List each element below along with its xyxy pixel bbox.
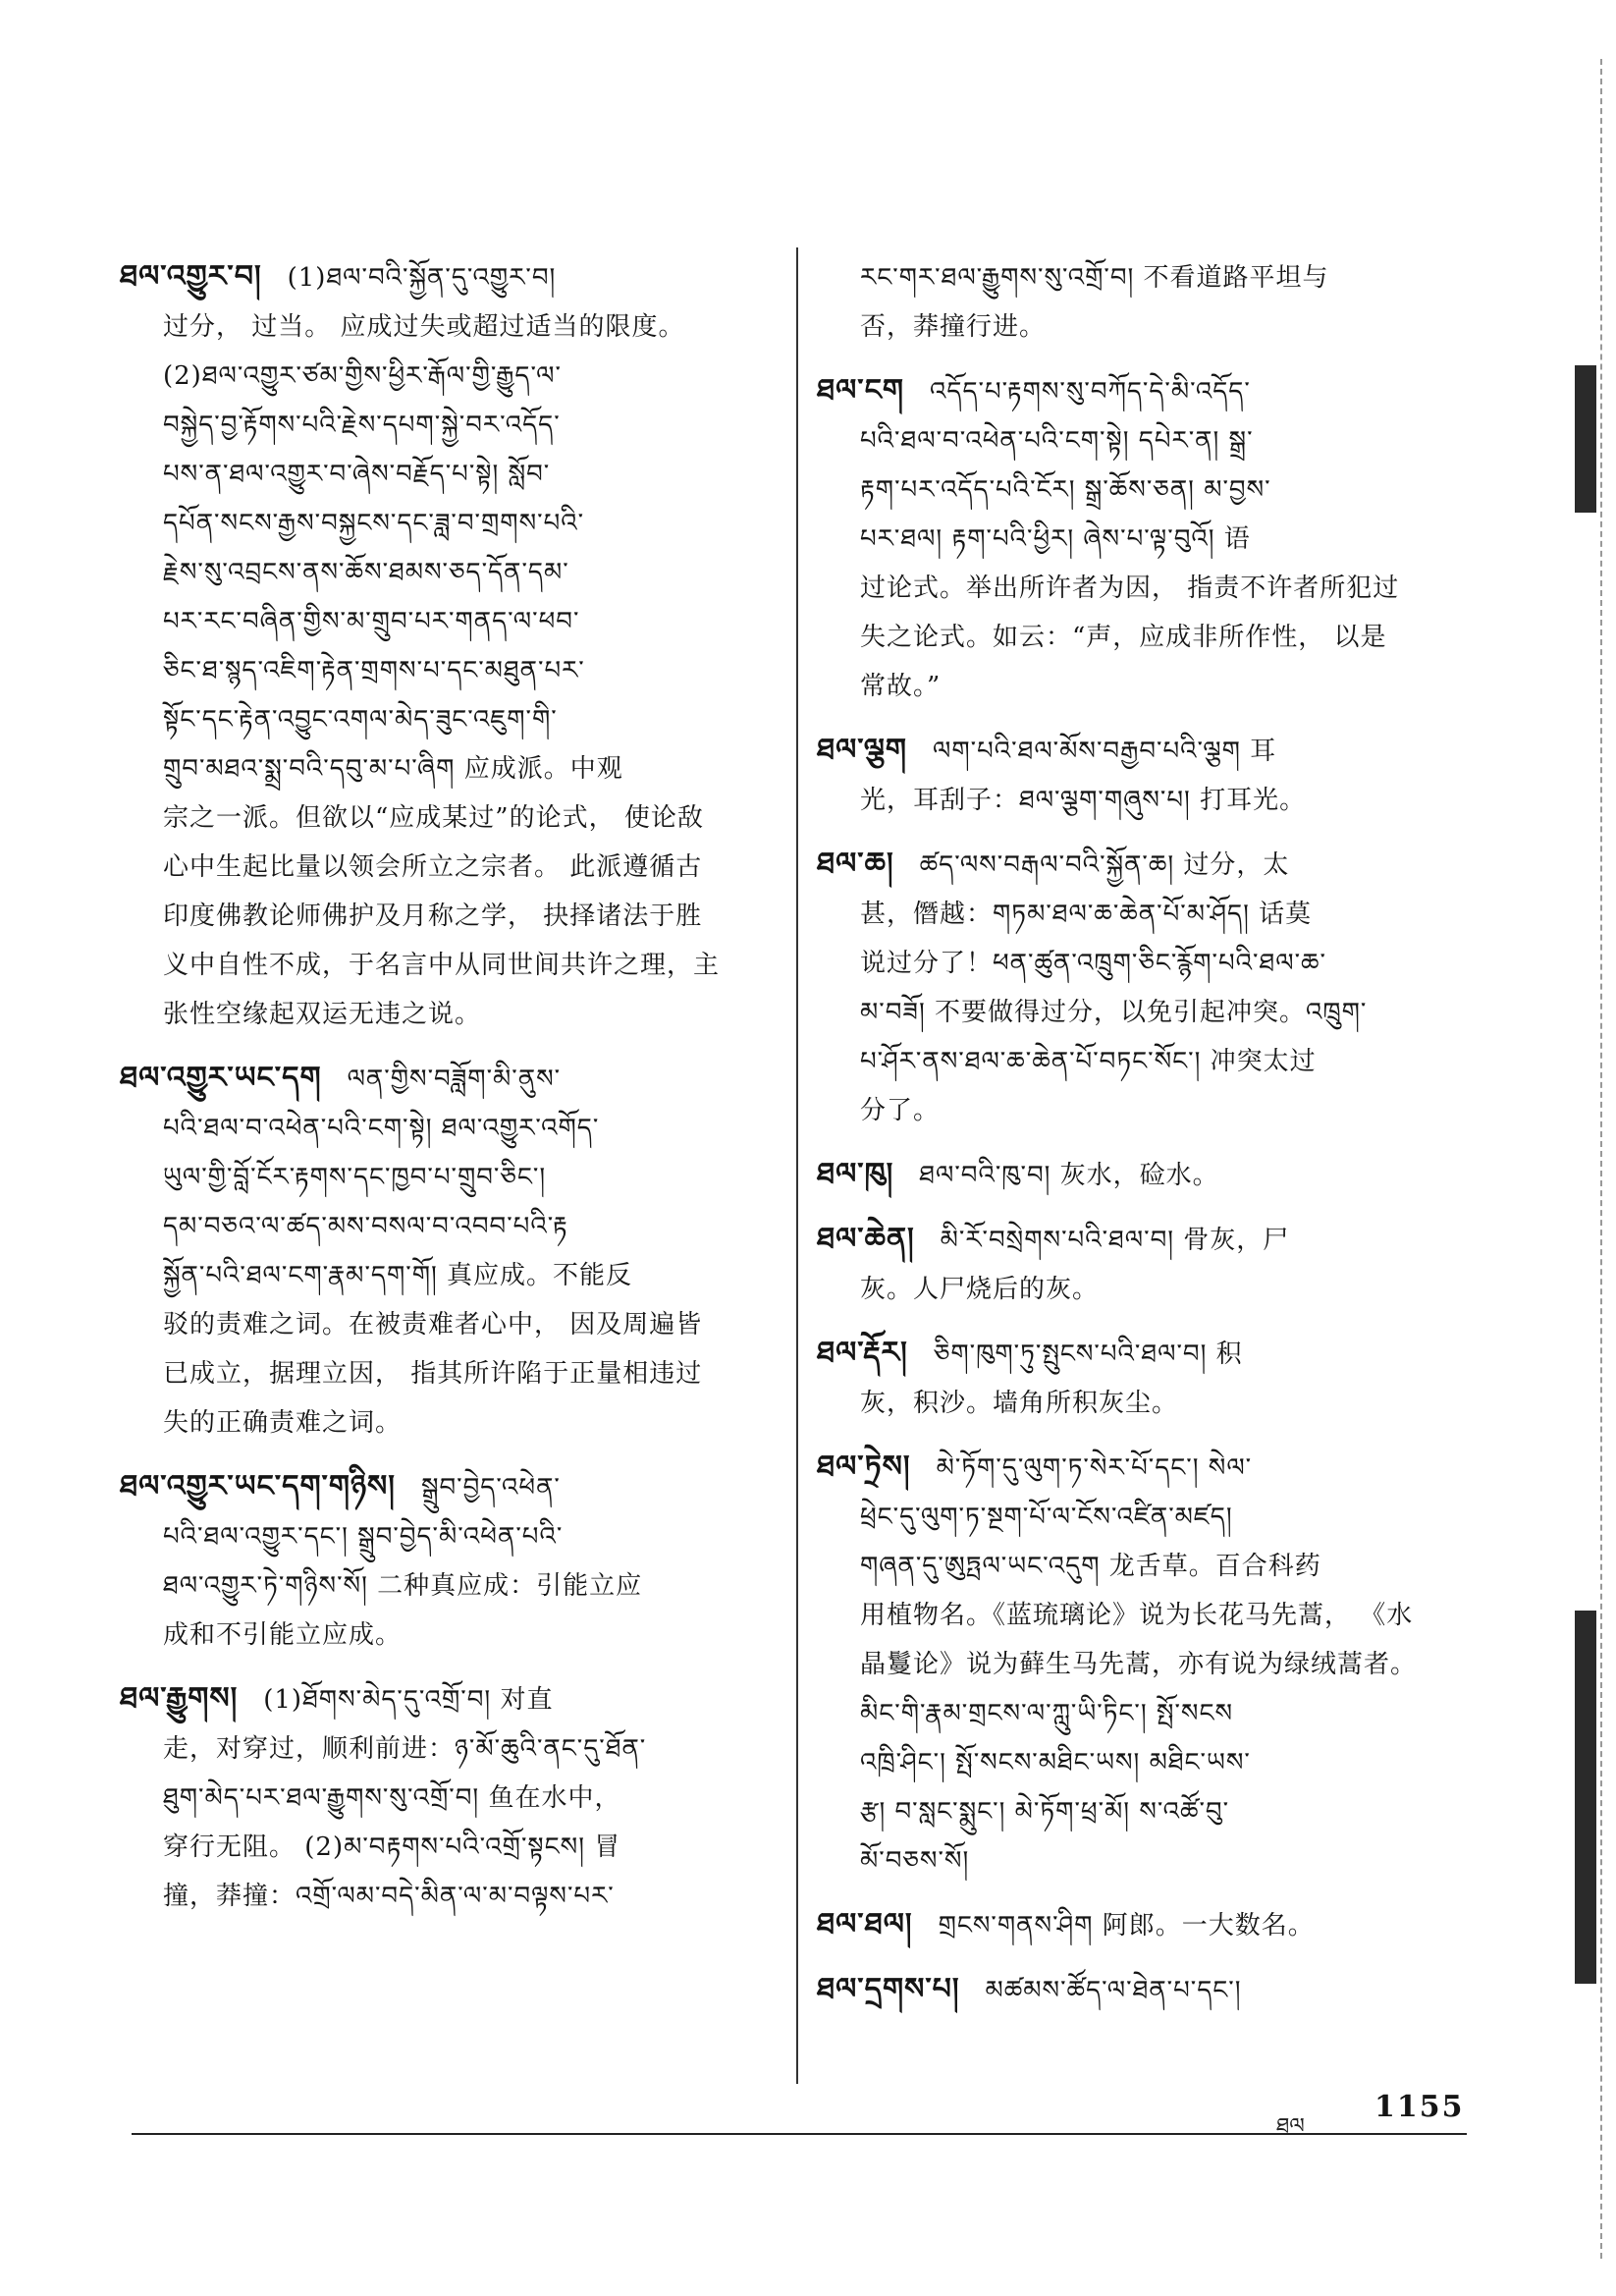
column-divider: [796, 247, 798, 2084]
definition-line: 过论式。举出所许者为因， 指责不许者所犯过: [860, 574, 1400, 603]
dictionary-entry: [817, 841, 1470, 1135]
entry-headword: ཐལ་འགྱུར་ཡང་དག་གཉིས།: [120, 1469, 396, 1503]
dictionary-entry: [120, 1675, 773, 1921]
dictionary-entry: [817, 1330, 1470, 1428]
definition-line: པའི་ཐལ་འགྱུར་དང་། སྒྲུབ་བྱེད་མི་འཕེན་པའི་: [163, 1522, 564, 1552]
definition-line: ཅིང་ཐ་སྙད་འཇིག་རྟེན་གྲགས་པ་དང་མཐུན་པར་: [163, 656, 585, 685]
definition-line: 灰，积沙。墙角所积灰尘。: [860, 1389, 1179, 1418]
definition-line: 否，莽撞行进。: [860, 312, 1047, 342]
entry-headword: ཐལ་རྒྱུགས།: [120, 1681, 239, 1716]
definition-line: མཚམས་ཚོད་ལ་ཐེན་པ་དང་།: [985, 1976, 1242, 2005]
entry-headword: ཐལ་ཏྲེས།: [817, 1449, 911, 1484]
definition-line: 成和不引能立应成。: [163, 1620, 403, 1650]
definition-line: པའི་ཐལ་བ་འཕེན་པའི་ངག་སྟེ། དཔེར་ན། སྒྲ་: [860, 426, 1254, 456]
dictionary-entry: [817, 1444, 1470, 1886]
definition-line: 过分， 过当。 应成过失或超过适当的限度。: [163, 312, 685, 342]
definition-line: 驳的责难之词。在被责难者心中， 因及周遍皆: [163, 1310, 703, 1339]
definition-line: དམ་བཅའ་ལ་ཚད་མས་བསལ་བ་འབབ་པའི་རྟ: [163, 1212, 568, 1241]
definition-line: 用植物名。《蓝琉璃论》说为长花马先蒿， 《水: [860, 1601, 1414, 1630]
definition-line: མོ་བཅས་སོ།: [860, 1846, 970, 1876]
entry-headword: ཐལ་རྡོར།: [817, 1336, 908, 1370]
left-column: [120, 253, 773, 1937]
running-head: ཐལ: [1276, 2114, 1305, 2139]
definition-line: 常故。”: [860, 672, 942, 701]
definition-line: རྟག་པར་འདོད་པའི་ངོར། སྒྲ་ཆོས་ཅན། མ་བྱས་: [860, 475, 1271, 505]
definition-line: སྒྲུབ་བྱེད་འཕེན་: [420, 1473, 561, 1503]
definition-line: པའི་ཐལ་བ་འཕེན་པའི་ངག་སྟེ། ཐལ་འགྱུར་འགོད་: [163, 1114, 600, 1143]
definition-line: པས་ན་ཐལ་འགྱུར་བ་ཞེས་བརྗོད་པ་སྟེ། སློབ་: [163, 460, 551, 489]
dictionary-entry: [120, 253, 773, 1039]
definition-line: མེ་ཏོག་དུ་ལུག་ཏ་སེར་པོ་དང་། སེལ་: [936, 1453, 1253, 1483]
definition-line: སྐྱོན་པའི་ཐལ་ངག་རྣམ་དག་གོ། 真应成。不能反: [163, 1261, 633, 1290]
definition-line: ཐུག་མེད་པར་ཐལ་རྒྱུགས་སུ་འགྲོ་བ། 鱼在水中，: [163, 1783, 621, 1813]
definition-line: རྩ། བ་སླང་སྨུང་། མེ་ཏོག་ཕྲ་མོ། ས་འཚོ་བུ་: [860, 1797, 1230, 1827]
definition-line: བསྐྱེད་བྱ་རྟོགས་པའི་རྗེས་དཔག་སྐྱེ་བར་འདོད་: [163, 410, 561, 440]
thumb-index-mark: [1575, 365, 1596, 513]
definition-line: ལན་གྱིས་བཟློག་མི་ནུས་: [347, 1065, 562, 1094]
definition-line: 印度佛教论师佛护及月称之学， 抉择诸法于胜: [163, 902, 703, 931]
definition-line: 晶鬘论》说为藓生马先蒿，亦有说为绿绒蒿者。: [860, 1650, 1418, 1679]
definition-line: 说过分了！ཕན་ཚུན་འཁྲུག་ཅིང་རྙོག་པའི་ཐལ་ཆ་: [860, 949, 1327, 978]
definition-line: 张性空缘起双运无违之说。: [163, 1000, 482, 1029]
entry-headword: ཐལ་དྲགས་པ།: [817, 1972, 960, 2006]
definition-line: གཞན་དུ་ཨུཏྤལ་ཡང་འདུག 龙舌草。百合科药: [860, 1552, 1321, 1581]
definition-line: རྗེས་སུ་འབྲངས་ནས་ཆོས་ཐམས་ཅད་དོན་དམ་: [163, 558, 569, 587]
definition-line: 已成立，据理立因， 指其所许陷于正量相违过: [163, 1359, 703, 1389]
definition-line: 撞，莽撞：འགྲོ་ལམ་བདེ་མིན་ལ་མ་བལྟས་པར་: [163, 1882, 615, 1911]
dictionary-entry: [817, 1966, 1470, 2015]
entry-headword: ཐལ་ཆེན།: [817, 1222, 915, 1256]
definition-line: འཁྲི་ཤིང་། སྤོ་སངས་མཐིང་ཡས། མཐིང་ཡས་: [860, 1748, 1251, 1777]
entry-headword: ཐལ་ཐལ།: [817, 1907, 913, 1941]
entry-headword: ཐལ་ལྕག: [817, 733, 907, 767]
entry-headword: ཐལ་འགྱུར་ཡང་དག: [120, 1061, 322, 1095]
definition-line: པ་ཤོར་ནས་ཐལ་ཆ་ཆེན་པོ་བཏང་སོང་། 冲突太过: [860, 1047, 1317, 1076]
definition-line: ཕྲེང་དུ་ལུག་ཏ་སྔག་པོ་ལ་ངོས་འཛིན་མཛད།: [860, 1503, 1233, 1532]
definition-line: མིང་གི་རྣམ་གྲངས་ལ་ཀླུ་ཡི་ཏིང་། སྤོ་སངས: [860, 1699, 1234, 1728]
definition-line: 宗之一派。但欲以“应成某过”的论式， 使论敌: [163, 803, 704, 833]
entry-headword: ཐལ་ཆ།: [817, 847, 894, 881]
definition-line: ལག་པའི་ཐལ་མོས་བརྒྱབ་པའི་ལྕག 耳: [933, 737, 1277, 766]
dictionary-entry: [120, 1463, 773, 1660]
definition-line: ཐལ་བའི་ཁུ་བ། 灰水，硷水。: [919, 1161, 1219, 1190]
definition-line: (2)ཐལ་འགྱུར་ཙམ་གྱིས་ཕྱིར་རྒོལ་གྱི་རྒྱུད་ལ་: [163, 361, 562, 391]
definition-line: འདོད་པ་རྟགས་སུ་བཀོད་དེ་མི་འདོད་: [930, 377, 1251, 407]
definition-line: གྲངས་གནས་ཤིག 阿郎。一大数名。: [938, 1911, 1315, 1941]
dictionary-entry: [817, 253, 1470, 352]
definition-line: པར་ཐལ། རྟག་པའི་ཕྱིར། ཞེས་པ་ལྟ་བུའོ། 语: [860, 524, 1251, 554]
page-number: 1155: [1374, 2090, 1465, 2124]
definition-line: མ་བཟོ། 不要做得过分，以免引起冲突。འཁྲུག་: [860, 998, 1368, 1027]
entry-headword: ཐལ་འགྱུར་བ།: [120, 259, 262, 294]
footer-rule: [132, 2133, 1467, 2135]
definition-line: 义中自性不成，于名言中从同世间共许之理，主: [163, 951, 721, 980]
dictionary-entry: [817, 1151, 1470, 1200]
definition-line: 分了。: [860, 1096, 941, 1125]
definition-line: ཚད་ལས་བརྒལ་བའི་སྐྱོན་ཆ། 过分，太: [919, 850, 1290, 880]
definition-line: (1)ཐོགས་མེད་དུ་འགྲོ་བ། 对直: [263, 1685, 554, 1715]
definition-line: 走，对穿过，顺利前进：ཉ་མོ་ཆུའི་ནང་དུ་ཐོན་: [163, 1734, 647, 1764]
definition-line: 光，耳刮子：ཐལ་ལྕག་གཞུས་པ། 打耳光。: [860, 786, 1307, 815]
definition-line: སྟོང་དང་རྟེན་འབྱུང་འགལ་མེད་ཟུང་འཇུག་གི་: [163, 705, 558, 735]
definition-line: དཔོན་སངས་རྒྱས་བསྐྱངས་དང་ཟླ་བ་གྲགས་པའི་: [163, 509, 585, 538]
right-column: [817, 253, 1470, 2031]
dictionary-entry: [817, 1901, 1470, 1950]
definition-line: ཡུལ་གྱི་བློ་ངོར་རྟགས་དང་ཁྱབ་པ་གྲུབ་ཅིང་།: [163, 1163, 547, 1192]
definition-line: 失的正确责难之词。: [163, 1408, 403, 1438]
dictionary-entry: [120, 1055, 773, 1448]
definition-line: 穿行无阻。 (2)མ་བརྟགས་པའི་འགྲོ་སྟངས། 冒: [163, 1832, 621, 1862]
definition-line: 灰。人尸烧后的灰。: [860, 1275, 1100, 1304]
thumb-index-mark: [1575, 1611, 1596, 1984]
definition-line: 失之论式。如云：“声，应成非所作性， 以是: [860, 623, 1387, 652]
definition-line: ཐལ་འགྱུར་ཏེ་གཉིས་སོ། 二种真应成：引能立应: [163, 1571, 643, 1601]
definition-line: པར་རང་བཞིན་གྱིས་མ་གྲུབ་པར་གནད་ལ་ཕབ་: [163, 607, 580, 636]
entry-headword: ཐལ་ངག: [817, 373, 905, 408]
definition-line: མི་རོ་བསྲེགས་པའི་ཐལ་བ། 骨灰，尸: [940, 1226, 1290, 1255]
dictionary-entry: [817, 367, 1470, 711]
definition-line: 心中生起比量以领会所立之宗者。 此派遵循古: [163, 852, 703, 882]
definition-line: 甚，僭越：གཏམ་ཐལ་ཆ་ཆེན་པོ་མ་ཤོད། 话莫: [860, 900, 1313, 929]
entry-headword: ཐལ་ཁུ།: [817, 1157, 894, 1191]
definition-line: ཅིག་ཁུག་ཏུ་སྤུངས་པའི་ཐལ་བ། 积: [933, 1339, 1243, 1369]
definition-line: རང་གར་ཐལ་རྒྱུགས་སུ་འགྲོ་བ། 不看道路平坦与: [860, 263, 1329, 293]
dictionary-entry: [817, 727, 1470, 825]
dictionary-entry: [817, 1216, 1470, 1314]
definition-line: (1)ཐལ་བའི་སྐྱོན་དུ་འགྱུར་བ།: [287, 263, 557, 293]
definition-line: གྲུབ་མཐའ་སྨྲ་བའི་དབུ་མ་པ་ཞིག 应成派。中观: [163, 754, 623, 784]
